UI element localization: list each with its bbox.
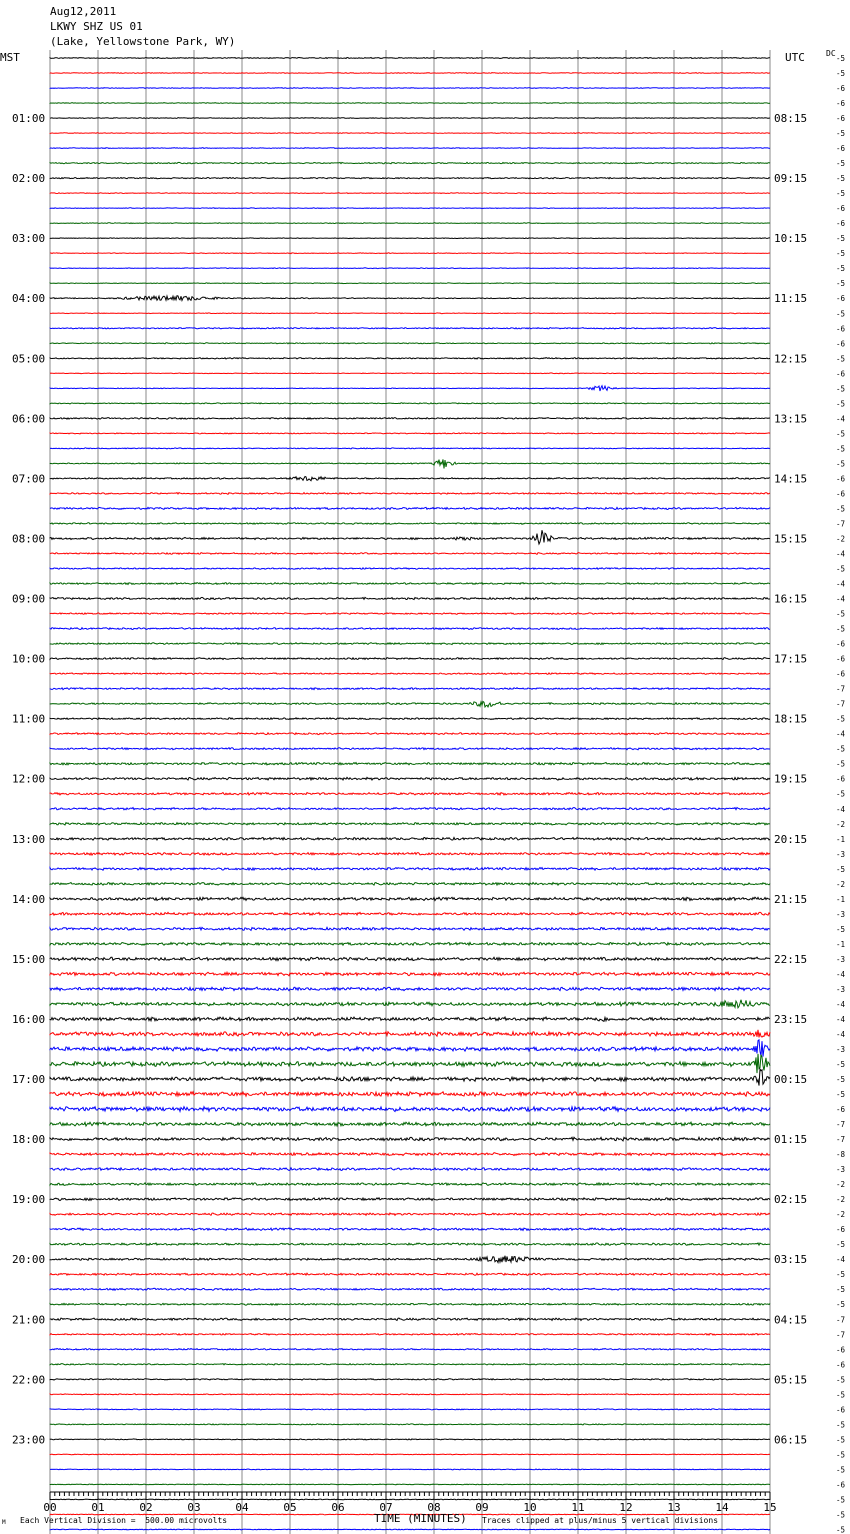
dc-offset-label: -8 [836, 1150, 846, 1160]
dc-offset-label: -5 [836, 264, 846, 274]
dc-offset-label: -5 [836, 429, 846, 439]
left-hour-label: 03:00 [12, 232, 46, 246]
left-hour-label: 20:00 [12, 1253, 46, 1267]
seismic-trace [50, 853, 770, 856]
dc-offset-label: -3 [836, 849, 846, 859]
seismic-trace [50, 1364, 770, 1365]
left-hour-label: 15:00 [12, 952, 46, 966]
dc-offset-label: -7 [836, 1330, 846, 1340]
seismic-trace [50, 283, 770, 284]
dc-offset-label: -6 [836, 144, 846, 154]
dc-offset-label: -5 [836, 309, 846, 319]
seismic-trace [50, 1017, 770, 1021]
right-hour-label: 02:15 [774, 1193, 808, 1207]
dc-offset-label: -3 [836, 984, 846, 994]
right-hour-label: 18:15 [774, 712, 808, 726]
seismic-trace [50, 73, 770, 74]
seismic-trace [50, 477, 770, 481]
dc-offset-label: -6 [836, 339, 846, 349]
dc-offset-label: -5 [836, 1075, 846, 1085]
x-tick-label: 11 [571, 1501, 585, 1514]
left-hour-label: 19:00 [12, 1193, 46, 1207]
dc-offset-label: -4 [836, 804, 846, 814]
scale-note: Each Vertical Division = 500.00 microvolts [20, 1516, 228, 1525]
seismic-trace [50, 718, 770, 720]
dc-offset-label: -5 [836, 384, 846, 394]
seismic-trace [50, 1054, 770, 1073]
right-hour-label: 21:15 [774, 892, 808, 906]
dc-offset-label: -2 [836, 1210, 846, 1220]
seismic-trace [50, 688, 770, 690]
dc-offset-label: -5 [836, 129, 846, 139]
seismic-trace [50, 1122, 770, 1126]
seismic-trace [50, 103, 770, 104]
right-hour-label: 12:15 [774, 352, 808, 366]
seismic-trace [50, 1228, 770, 1230]
seismic-trace [50, 118, 770, 119]
seismic-trace [50, 868, 770, 871]
seismic-trace [50, 613, 770, 615]
seismic-trace [50, 1000, 770, 1008]
dc-offset-label: -5 [836, 1450, 846, 1460]
dc-offset-label: -5 [836, 714, 846, 724]
left-hour-label: 01:00 [12, 112, 46, 126]
seismic-trace [50, 793, 770, 796]
left-hour-label: 21:00 [12, 1313, 46, 1327]
dc-offset-label: -2 [836, 819, 846, 829]
seismic-trace [50, 433, 770, 434]
dc-offset-label: -5 [836, 1300, 846, 1310]
dc-offset-label: -5 [836, 1090, 846, 1100]
seismic-trace [50, 268, 770, 269]
dc-offset-label: -3 [836, 954, 846, 964]
right-hour-label: 19:15 [774, 772, 808, 786]
dc-offset-label: -6 [836, 639, 846, 649]
seismic-trace [50, 1409, 770, 1410]
right-hour-label: 05:15 [774, 1373, 808, 1387]
seismic-trace [50, 568, 770, 570]
seismic-trace [50, 583, 770, 585]
seismic-trace [50, 162, 770, 163]
dc-offset-label: -5 [836, 399, 846, 409]
seismic-trace [50, 403, 770, 404]
left-hour-label: 18:00 [12, 1133, 46, 1147]
seismic-trace [50, 296, 770, 301]
right-hour-label: 10:15 [774, 232, 808, 246]
dc-offset-label: -1 [836, 894, 846, 904]
right-hour-label: 08:15 [774, 112, 808, 126]
left-hour-label: 07:00 [12, 472, 46, 486]
seismic-trace [50, 1092, 770, 1096]
seismic-trace [50, 1273, 770, 1275]
dc-offset-label: -6 [836, 654, 846, 664]
right-hour-label: 01:15 [774, 1133, 808, 1147]
seismic-trace [50, 507, 770, 509]
seismic-trace [50, 328, 770, 329]
header-date: Aug12,2011 [50, 5, 117, 18]
seismic-trace [50, 1334, 770, 1336]
dc-offset-label: -5 [836, 54, 846, 63]
dc-offset-label: -5 [836, 564, 846, 574]
right-timezone-label: UTC [785, 51, 805, 64]
seismic-trace [50, 943, 770, 946]
seismic-trace [50, 238, 770, 239]
right-hour-label: 04:15 [774, 1313, 808, 1327]
clip-note: Traces clipped at plus/minus 5 vertical divisions [482, 1516, 719, 1525]
left-hour-label: 13:00 [12, 832, 46, 846]
seismic-trace [50, 373, 770, 374]
dc-offset-label: -5 [836, 1390, 846, 1400]
seismic-trace [50, 223, 770, 224]
seismic-trace [50, 418, 770, 420]
dc-offset-label: -6 [836, 1360, 846, 1370]
seismic-trace [50, 1030, 770, 1038]
x-tick-label: 15 [763, 1501, 777, 1514]
dc-offset-label: -2 [836, 534, 846, 544]
dc-offset-label: -4 [836, 1255, 846, 1265]
seismic-trace [50, 912, 770, 915]
dc-offset-label: -5 [836, 174, 846, 184]
dc-offset-label: -4 [836, 969, 846, 979]
left-hour-label: 04:00 [12, 292, 46, 306]
seismic-trace [50, 597, 770, 599]
seismic-trace [50, 1469, 770, 1470]
x-tick-label: 09 [475, 1501, 489, 1514]
dc-offset-label: -5 [836, 279, 846, 289]
dc-offset-label: -5 [836, 1060, 846, 1070]
seismic-trace [50, 448, 770, 449]
dc-offset-label: -2 [836, 1195, 846, 1205]
dc-offset-label: -5 [836, 1525, 846, 1534]
dc-offset-label: -5 [836, 1270, 846, 1280]
seismic-trace [50, 628, 770, 630]
x-tick-label: 04 [235, 1501, 249, 1514]
seismic-trace [50, 1349, 770, 1351]
dc-offset-label: -5 [836, 234, 846, 244]
right-hour-label: 14:15 [774, 472, 808, 486]
seismic-trace [50, 386, 770, 391]
dc-offset-label: -6 [836, 774, 846, 784]
seismic-trace [50, 148, 770, 149]
dc-offset-label: -5 [836, 609, 846, 619]
x-tick-label: 08 [427, 1501, 441, 1514]
dc-offset-label: -5 [836, 1465, 846, 1475]
left-hour-label: 08:00 [12, 532, 46, 546]
x-tick-label: 03 [187, 1501, 201, 1514]
dc-offset-label: -6 [836, 1480, 846, 1490]
dc-offset-label: -4 [836, 1029, 846, 1039]
right-hour-label: 15:15 [774, 532, 808, 546]
seismic-trace [50, 1243, 770, 1245]
dc-offset-label: -7 [836, 519, 846, 529]
seismic-trace [50, 748, 770, 750]
dc-offset-label: -5 [836, 1510, 846, 1520]
dc-offset-label: -1 [836, 834, 846, 844]
seismic-trace [50, 1153, 770, 1156]
dc-offset-label: -2 [836, 879, 846, 889]
seismic-trace [50, 523, 770, 525]
seismic-trace [50, 1137, 770, 1141]
seismic-trace [50, 733, 770, 735]
seismic-trace [50, 253, 770, 254]
left-hour-label: 17:00 [12, 1073, 46, 1087]
left-hour-label: 22:00 [12, 1373, 46, 1387]
x-tick-label: 14 [715, 1501, 729, 1514]
dc-offset-label: -6 [836, 114, 846, 124]
seismic-trace [50, 643, 770, 645]
dc-offset-label: -4 [836, 594, 846, 604]
dc-offset-label: -7 [836, 1120, 846, 1130]
header-station: LKWY SHZ US 01 [50, 20, 143, 33]
seismic-trace [50, 1318, 770, 1320]
seismic-trace [50, 987, 770, 990]
seismic-trace [50, 1439, 770, 1440]
seismic-trace [50, 1394, 770, 1395]
seismic-trace [50, 88, 770, 89]
seismic-trace [50, 178, 770, 179]
seismic-trace [50, 883, 770, 886]
left-hour-label: 12:00 [12, 772, 46, 786]
seismic-trace [50, 1256, 770, 1263]
dc-offset-label: -4 [836, 414, 846, 424]
dc-offset-label: -5 [836, 924, 846, 934]
seismic-trace [50, 972, 770, 976]
x-tick-label: 13 [667, 1501, 681, 1514]
dc-offset-label: -5 [836, 624, 846, 634]
dc-offset-label: -7 [836, 1135, 846, 1145]
seismic-trace [50, 777, 770, 780]
x-tick-label: 07 [379, 1501, 393, 1514]
left-hour-label: 16:00 [12, 1012, 46, 1026]
dc-offset-label: -5 [836, 1420, 846, 1430]
x-tick-label: 05 [283, 1501, 297, 1514]
x-axis-title: TIME (MINUTES) [374, 1512, 467, 1525]
dc-offset-label: -4 [836, 729, 846, 739]
dc-offset-label: -6 [836, 1105, 846, 1115]
seismic-trace [50, 313, 770, 314]
right-hour-label: 16:15 [774, 592, 808, 606]
left-hour-label: 11:00 [12, 712, 46, 726]
dc-offset-label: -6 [836, 489, 846, 499]
dc-offset-label: -7 [836, 1315, 846, 1325]
seismic-trace [50, 1454, 770, 1455]
dc-offset-label: -5 [836, 1285, 846, 1295]
seismic-trace [50, 702, 770, 708]
seismic-trace [50, 808, 770, 810]
right-hour-label: 20:15 [774, 832, 808, 846]
dc-offset-label: -4 [836, 999, 846, 1009]
seismic-trace [50, 493, 770, 495]
dc-offset-label: -5 [836, 69, 846, 79]
seismic-trace [50, 927, 770, 930]
seismic-trace [50, 553, 770, 555]
right-hour-label: 11:15 [774, 292, 808, 306]
seismic-trace [50, 1484, 770, 1485]
dc-offset-label: -6 [836, 1345, 846, 1355]
dc-offset-label: -5 [836, 1375, 846, 1385]
seismic-trace [50, 1168, 770, 1171]
dc-offset-label: -3 [836, 1165, 846, 1175]
dc-offset-label: -5 [836, 249, 846, 259]
seismic-trace [50, 358, 770, 359]
seismic-trace [50, 823, 770, 825]
seismic-trace [50, 1069, 770, 1086]
dc-offset-label: -5 [836, 1240, 846, 1250]
seismic-trace [50, 1288, 770, 1290]
dc-offset-label: -6 [836, 1225, 846, 1235]
right-hour-label: 09:15 [774, 172, 808, 186]
seismic-trace [50, 957, 770, 960]
seismic-trace [50, 897, 770, 900]
header-location: (Lake, Yellowstone Park, WY) [50, 35, 236, 48]
dc-offset-label: -5 [836, 864, 846, 874]
dc-offset-label: -5 [836, 1435, 846, 1445]
seismic-trace [50, 193, 770, 194]
right-hour-label: 03:15 [774, 1253, 808, 1267]
dc-offset-label: -2 [836, 1180, 846, 1190]
left-hour-label: 10:00 [12, 652, 46, 666]
x-tick-label: 06 [331, 1501, 345, 1514]
left-hour-label: 06:00 [12, 412, 46, 426]
dc-offset-label: -6 [836, 1405, 846, 1415]
right-hour-label: 00:15 [774, 1073, 808, 1087]
seismic-trace [50, 208, 770, 209]
dc-offset-label: -6 [836, 369, 846, 379]
seismic-trace [50, 838, 770, 841]
dc-offset-label: -5 [836, 789, 846, 799]
left-hour-label: 02:00 [12, 172, 46, 186]
dc-offset-label: -5 [836, 444, 846, 454]
x-tick-label: 01 [91, 1501, 105, 1514]
dc-offset-label: -6 [836, 294, 846, 304]
left-hour-label: 14:00 [12, 892, 46, 906]
dc-offset-label: -7 [836, 699, 846, 709]
seismic-trace [50, 1213, 770, 1215]
seismic-trace [50, 58, 770, 59]
seismic-trace [50, 1198, 770, 1201]
seismic-trace [50, 1040, 770, 1057]
dc-offset-label: -1 [836, 939, 846, 949]
dc-offset-label: -3 [836, 909, 846, 919]
dc-offset-label: -6 [836, 324, 846, 334]
x-tick-label: 10 [523, 1501, 537, 1514]
seismic-trace [50, 1379, 770, 1380]
dc-offset-label: -4 [836, 1014, 846, 1024]
right-hour-label: 06:15 [774, 1433, 808, 1447]
seismic-trace [50, 1499, 770, 1500]
dc-offset-label: -6 [836, 474, 846, 484]
dc-offset-label: -6 [836, 204, 846, 214]
seismic-trace [50, 1303, 770, 1305]
dc-offset-label: -5 [836, 504, 846, 514]
x-tick-label: 02 [139, 1501, 153, 1514]
seismic-trace [50, 1107, 770, 1112]
dc-offset-label: -5 [836, 744, 846, 754]
seismic-trace [50, 673, 770, 675]
right-hour-label: 17:15 [774, 652, 808, 666]
logo-mark: M [2, 1519, 6, 1526]
dc-offset-label: -6 [836, 99, 846, 109]
right-hour-label: 23:15 [774, 1012, 808, 1026]
seismic-trace [50, 459, 770, 468]
seismic-trace [50, 343, 770, 344]
dc-offset-label: -5 [836, 159, 846, 169]
left-hour-label: 05:00 [12, 352, 46, 366]
left-hour-label: 09:00 [12, 592, 46, 606]
left-hour-label: 23:00 [12, 1433, 46, 1447]
seismic-trace [50, 658, 770, 660]
left-timezone-label: MST [0, 51, 20, 64]
seismic-trace [50, 133, 770, 134]
dc-offset-label: -6 [836, 219, 846, 229]
dc-offset-label: -5 [836, 459, 846, 469]
right-hour-label: 13:15 [774, 412, 808, 426]
seismic-trace [50, 1424, 770, 1425]
right-hour-label: 22:15 [774, 952, 808, 966]
dc-offset-label: -4 [836, 579, 846, 589]
dc-offset-label: -3 [836, 1044, 846, 1054]
seismic-trace [50, 1529, 770, 1530]
dc-offset-label: -7 [836, 684, 846, 694]
dc-offset-label: -5 [836, 759, 846, 769]
seismic-trace [50, 1183, 770, 1186]
dc-label: DC [826, 49, 836, 58]
x-tick-label: 12 [619, 1501, 633, 1514]
dc-offset-label: -6 [836, 84, 846, 94]
dc-offset-label: -6 [836, 669, 846, 679]
seismic-trace [50, 763, 770, 765]
dc-offset-label: -4 [836, 549, 846, 559]
dc-offset-label: -5 [836, 354, 846, 364]
x-tick-label: 00 [43, 1501, 57, 1514]
dc-offset-label: -5 [836, 189, 846, 199]
seismic-trace [50, 530, 770, 544]
dc-offset-label: -5 [836, 1495, 846, 1505]
